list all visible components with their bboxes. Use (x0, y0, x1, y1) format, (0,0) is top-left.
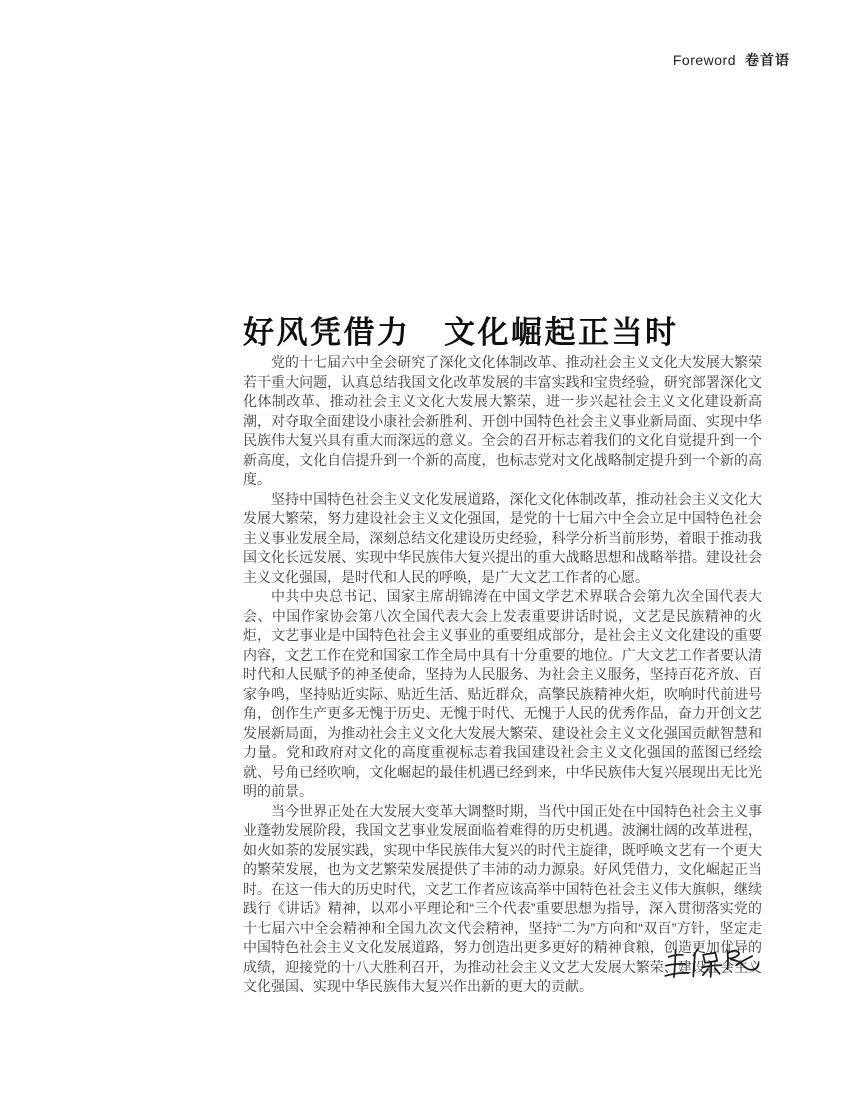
running-head-chinese: 卷首语 (745, 52, 790, 68)
article-body (243, 353, 762, 997)
article-paragraph: 当今世界正处在大发展大变革大调整时期，当代中国正处在中国特色社会主义事业蓬勃发展阶段，我国文艺事业发展面临着难得的历史机遇。波澜壮阔的改革进程，如火如荼的发展实践，实现中华民族伟大复兴的时代主旋律，既呼唤文艺有一个更大的繁荣发展，也为文艺繁荣发展提供了丰沛的动力源泉。好风凭借力，文化崛起正当时。在这一伟大的历史时代，文艺工作者应该高举中国特色社会主义伟大旗帜，继续践行《讲话》精神，以邓小平理论和“三个代表”重要思想为指导，深入贯彻落实党的十七届六中全会精神和全国九次文代会精神，坚持“二为”方向和“双百”方针，坚定走中国特色社会主义文化发展道路，努力创造出更多更好的精神食粮，创造更加优异的成绩，迎接党的十八大胜利召开，为推动社会主义文艺大发展大繁荣、建设社会主义文化强国、实现中华民族伟大复兴作出新的更大的贡献。 (243, 802, 762, 994)
article-paragraph: 坚持中国特色社会主义文化发展道路，深化文化体制改革，推动社会主义文化大发展大繁荣，努力建设社会主义文化强国，是党的十七届六中全会立足中国特色社会主义事业发展全局，深刻总结文化建设历史经验，科学分析当前形势，着眼于推动我国文化长远发展、实现中华民族伟大复兴提出的重大战略思想和战略举措。建设社会主义文化强国，是时代和人民的呼唤，是广大文艺工作者的心愿。 (243, 490, 762, 585)
running-head-english: Foreword (672, 52, 736, 68)
article-paragraph: 中共中央总书记、国家主席胡锦涛在中国文学艺术界联合会第九次全国代表大会、中国作家协会第八次全国代表大会上发表重要讲话时说，文艺是民族精神的火炬，文艺事业是中国特色社会主义事业的重要组成部分，是社会主义文化建设的重要内容，文艺工作在党和国家工作全局中具有十分重要的地位。广大文艺工作者要认清时代和人民赋予的神圣使命，坚持为人民服务、为社会主义服务，坚持百花齐放、百家争鸣，坚持贴近实际、贴近生活、贴近群众，高擎民族精神火炬，吹响时代前进号角，创作生产更多无愧于历史、无愧于时代、无愧于人民的优秀作品，奋力开创文艺发展新局面，为推动社会主义文化大发展大繁荣、建设社会主义文化强国贡献智慧和力量。党和政府对文化的高度重视标志着我国建设社会主义文化强国的蓝图已经绘就、号角已经吹响，文化崛起的最佳机遇已经到来，中华民族伟大复兴展现出无比光明的前景。 (243, 588, 762, 799)
article-paragraph: 党的十七届六中全会研究了深化文化体制改革、推动社会主义文化大发展大繁荣若干重大问题，认真总结我国文化改革发展的丰富实践和宝贵经验，研究部署深化文化体制改革、推动社会主义文化大发展大繁荣，进一步兴起社会主义文化建设新高潮，对夺取全面建设小康社会新胜利、开创中国特色社会主义事业新局面、实现中华民族伟大复兴具有重大而深远的意义。全会的召开标志着我们的文化自觉提升到一个新高度，文化自信提升到一个新的高度，也标志党对文化战略制定提升到一个新的高度。 (243, 354, 762, 487)
article-title: 好风凭借力 文化崛起正当时 (243, 314, 679, 350)
author-signature (661, 940, 775, 1000)
running-head (673, 50, 790, 70)
signature-strokes-image (661, 940, 775, 1000)
